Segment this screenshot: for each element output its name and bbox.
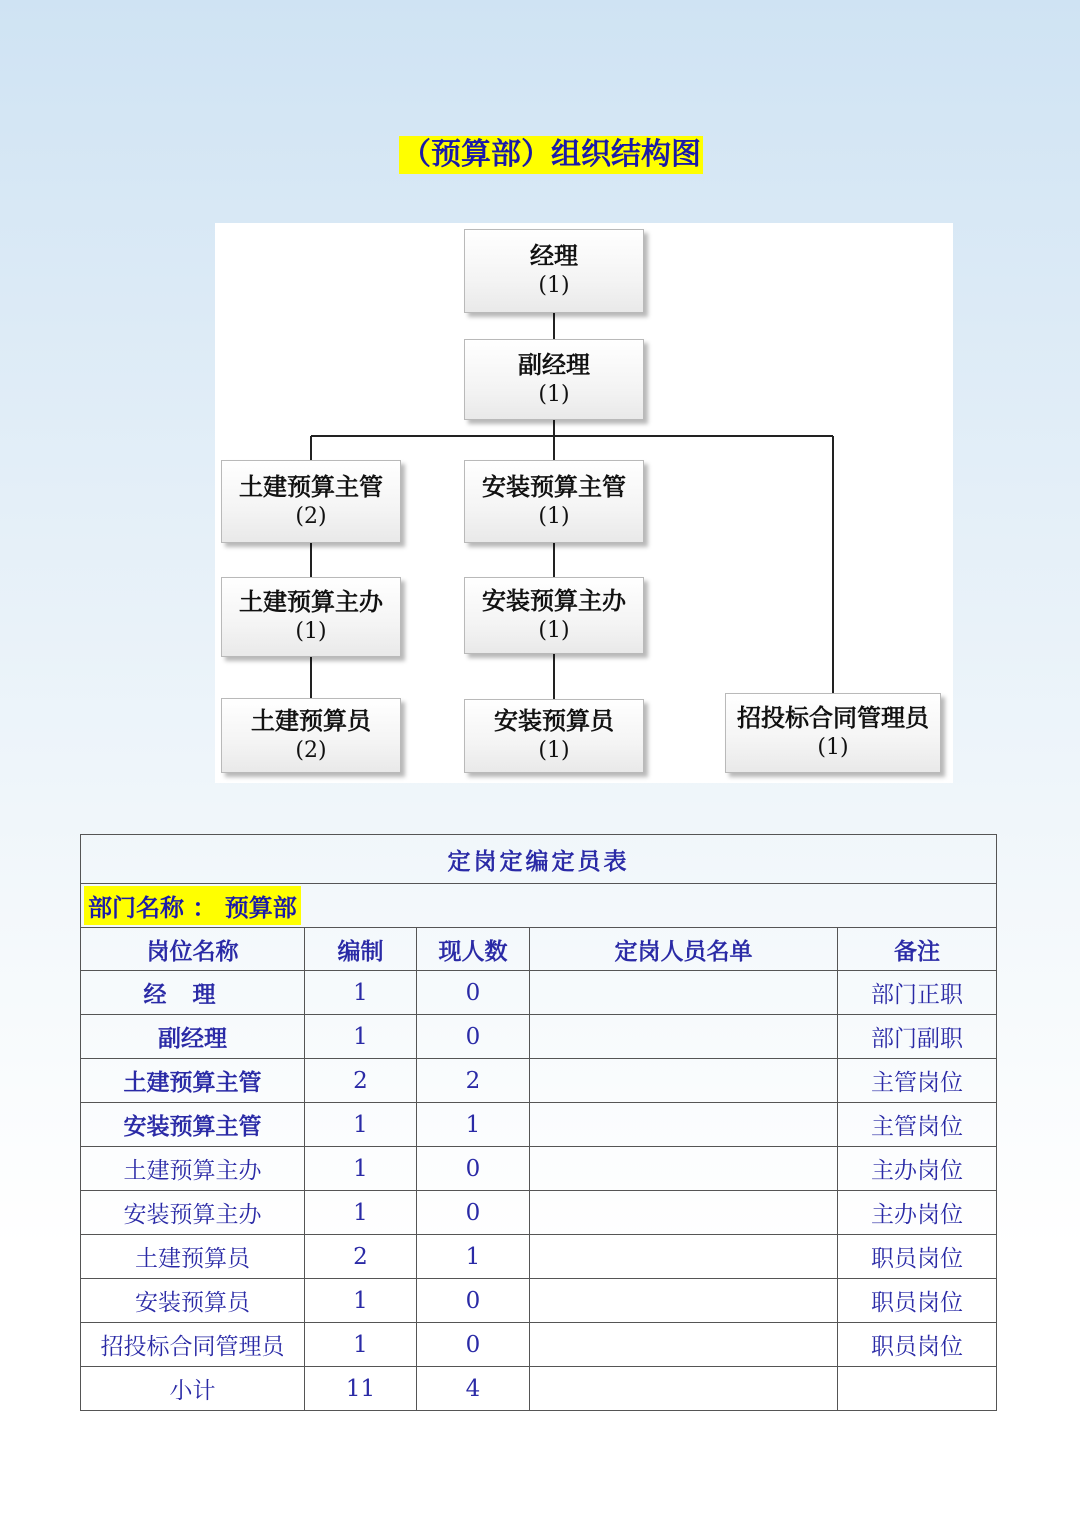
col-header-names: 定岗人员名单 (530, 928, 838, 971)
cell-names (530, 1015, 838, 1059)
cell-current: 0 (417, 1279, 530, 1323)
cell-quota: 1 (305, 1015, 417, 1059)
dept-label: 部门名称 ： 预算部 (84, 886, 301, 925)
org-node-bid-contract-admin (725, 693, 941, 773)
page-title: （预算部）组织结构图 (401, 137, 701, 172)
cell-note: 主办岗位 (838, 1147, 997, 1191)
col-header-quota: 编制 (305, 928, 417, 971)
cell-subtotal-note (838, 1367, 997, 1411)
org-node-title: 土建预算主管 (239, 472, 383, 501)
cell-note: 职员岗位 (838, 1279, 997, 1323)
cell-names (530, 1059, 838, 1103)
org-node-count: (2) (295, 503, 327, 529)
org-node-title: 土建预算员 (251, 706, 371, 735)
cell-position: 安装预算主管 (81, 1103, 305, 1147)
cell-position: 土建预算主办 (81, 1147, 305, 1191)
cell-current: 0 (417, 971, 530, 1015)
org-node-title: 安装预算主办 (482, 586, 626, 615)
cell-names (530, 971, 838, 1015)
table-row (81, 1059, 997, 1103)
cell-quota: 1 (305, 1147, 417, 1191)
cell-subtotal-quota: 11 (305, 1367, 417, 1411)
cell-position: 土建预算员 (81, 1235, 305, 1279)
cell-quota: 1 (305, 1103, 417, 1147)
org-node-count: (1) (538, 738, 570, 763)
cell-note: 部门正职 (838, 971, 997, 1015)
cell-names (530, 1323, 838, 1367)
cell-quota: 1 (305, 971, 417, 1015)
org-chart (215, 223, 953, 783)
subtotal-row (81, 1367, 997, 1411)
cell-names (530, 1147, 838, 1191)
cell-current: 1 (417, 1103, 530, 1147)
org-node-count: (1) (538, 617, 570, 643)
org-node-title: 安装预算主管 (482, 472, 626, 501)
cell-current: 0 (417, 1323, 530, 1367)
table-caption: 定岗定编定员表 (81, 835, 997, 884)
org-node-civil-officer (221, 577, 401, 657)
cell-names (530, 1103, 838, 1147)
cell-current: 0 (417, 1147, 530, 1191)
table-row (81, 1279, 997, 1323)
table-row (81, 1323, 997, 1367)
org-node-title: 经理 (530, 242, 578, 270)
org-node-deputy-manager (464, 339, 644, 420)
cell-subtotal-names (530, 1367, 838, 1411)
table-row (81, 1015, 997, 1059)
table-row (81, 1191, 997, 1235)
table-row (81, 1147, 997, 1191)
cell-names (530, 1235, 838, 1279)
cell-names (530, 1279, 838, 1323)
cell-note: 职员岗位 (838, 1323, 997, 1367)
cell-quota: 1 (305, 1191, 417, 1235)
cell-quota: 1 (305, 1279, 417, 1323)
cell-note: 主管岗位 (838, 1103, 997, 1147)
cell-position: 土建预算主管 (81, 1059, 305, 1103)
cell-position: 经理 (81, 971, 305, 1015)
org-node-manager (464, 229, 644, 313)
org-node-count: (2) (295, 737, 327, 763)
table-row (81, 971, 997, 1015)
col-header-current: 现人数 (417, 928, 530, 971)
org-node-install-officer (464, 577, 644, 654)
org-node-title: 招投标合同管理员 (737, 704, 929, 732)
staffing-table (80, 834, 997, 1411)
table-row (81, 1235, 997, 1279)
org-node-count: (1) (538, 381, 570, 407)
cell-current: 1 (417, 1235, 530, 1279)
org-node-count: (1) (295, 619, 327, 644)
org-node-count: (1) (817, 735, 849, 760)
org-node-civil-clerk (221, 698, 401, 773)
org-node-count: (1) (538, 503, 570, 529)
cell-current: 0 (417, 1191, 530, 1235)
org-node-civil-supervisor (221, 460, 401, 543)
cell-current: 0 (417, 1015, 530, 1059)
org-node-count: (1) (538, 273, 570, 298)
org-node-title: 副经理 (518, 350, 590, 379)
cell-subtotal-current: 4 (417, 1367, 530, 1411)
cell-subtotal-label: 小计 (81, 1367, 305, 1411)
cell-quota: 1 (305, 1323, 417, 1367)
org-node-title: 土建预算主办 (239, 588, 383, 616)
cell-position: 安装预算主办 (81, 1191, 305, 1235)
cell-note: 部门副职 (838, 1015, 997, 1059)
dept-row (81, 884, 997, 928)
cell-current: 2 (417, 1059, 530, 1103)
table-row (81, 1103, 997, 1147)
cell-names (530, 1191, 838, 1235)
col-header-position: 岗位名称 (81, 928, 305, 971)
cell-quota: 2 (305, 1235, 417, 1279)
cell-quota: 2 (305, 1059, 417, 1103)
cell-position: 副经理 (81, 1015, 305, 1059)
cell-position: 招投标合同管理员 (81, 1323, 305, 1367)
cell-note: 主管岗位 (838, 1059, 997, 1103)
cell-position: 安装预算员 (81, 1279, 305, 1323)
org-node-title: 安装预算员 (494, 707, 614, 735)
cell-note: 职员岗位 (838, 1235, 997, 1279)
org-node-install-clerk (464, 699, 644, 773)
cell-note: 主办岗位 (838, 1191, 997, 1235)
org-node-install-supervisor (464, 460, 644, 543)
col-header-note: 备注 (838, 928, 997, 971)
